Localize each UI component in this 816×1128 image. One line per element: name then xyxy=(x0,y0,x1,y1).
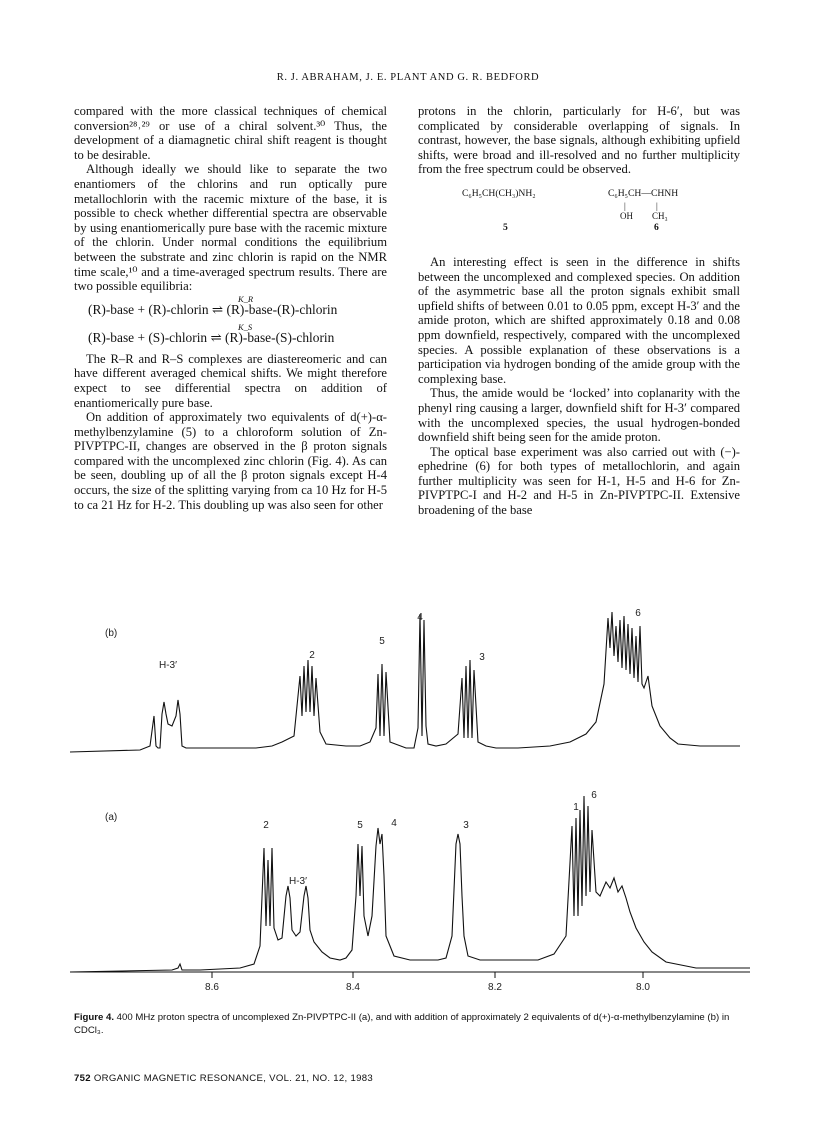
chemical-structures xyxy=(418,185,740,247)
equilibrium-2 xyxy=(88,321,387,346)
nmr-spectra-figure xyxy=(60,596,756,998)
equilibrium-2-text: (R)-base + (S)-chlorin ⇌ (R)-base-(S)-chlorin xyxy=(88,329,335,345)
peak-label-a-4: 4 xyxy=(391,818,397,829)
structure-6-label: 6 xyxy=(654,221,659,233)
page-number: 752 xyxy=(74,1073,91,1084)
right-paragraph-2: An interesting effect is seen in the difference in shifts between the uncomplexed and complexed species. On addition of the asymmetric base all the proton signals exhibit small upfield shifts of between 0.01 to 0.05 ppm, except H-3′ and the amide proton, which are shifted approximately 0.18 and 0.08 ppm downfield, respectively, compared with the uncomplexed species. A possible explanation of these observations is a participation via hydrogen bonding of the amide group with the complexing base. xyxy=(418,254,740,386)
running-header: R. J. ABRAHAM, J. E. PLANT AND G. R. BEDFORD xyxy=(276,72,540,83)
structure-6-formula: C₆H₅CH—CHNH xyxy=(608,187,679,199)
left-paragraph-2: Although ideally we should like to separate the two enantiomers of the chlorins and run optically pure metallochlorin with the racemic mixture of the base, it is possible to check whether differential spectra are observable by using enantiomerically pure base with the racemic mixture of the chlorin. Under normal conditions the equilibrium between the substrate and zinc chlorin is rapid on the NMR time scale,¹⁰ and a time-averaged spectrum results. There are two possible equilibria: xyxy=(74,162,387,294)
axis-tick-label-3: 8.2 xyxy=(488,982,502,993)
structure-6-bond-2: | xyxy=(656,200,658,211)
equilibrium-1-constant: K_R xyxy=(238,293,254,304)
structure-5-label: 5 xyxy=(503,221,508,233)
peak-label-a-6: 6 xyxy=(591,790,597,801)
right-column xyxy=(418,104,740,518)
left-paragraph-4: On addition of approximately two equivalents of d(+)-α-methylbenzylamine (5) to a chloroform solution of Zn-PIVPTPC-II, changes are observed in the β proton signals compared with the uncomplexed zinc chlorin (Fig. 4). As can be seen, doubling up of all the β proton signals except H-4 occurs, the size of the splitting varying from ca 10 Hz for H-5 to ca 21 Hz for H-2. This doubling up was also seen for other xyxy=(74,410,387,512)
peak-label-a-2: 2 xyxy=(263,820,269,831)
peak-label-a-1: 1 xyxy=(573,802,579,813)
peak-label-b-h3: H-3′ xyxy=(159,660,177,671)
peak-label-a-h3: H-3′ xyxy=(289,876,307,887)
peak-label-a-5: 5 xyxy=(357,820,363,831)
spectrum-trace-a xyxy=(70,796,750,972)
structure-6-bond-1: | xyxy=(624,200,626,211)
right-paragraph-4: The optical base experiment was also carried out with (−)-ephedrine (6) for both types of metallochlorin, and again further multiplicity was seen for H-1, H-5 and H-6 for Zn-PIVPTPC-I and H-2 and H-5 in Zn-PIVPTPC-II. Extensive broadening of the base xyxy=(418,444,740,518)
panel-b-label: (b) xyxy=(105,628,118,639)
right-paragraph-1: protons in the chlorin, particularly for H-6′, but was complicated by considerable overlapping of signals. In contrast, however, the base signals, although exhibiting upfield shifts, were broad and ill-resolved and no further multiplicity from the free spectrum could be observed. xyxy=(418,104,740,177)
peak-label-b-3: 3 xyxy=(479,652,485,663)
page-footer xyxy=(74,1073,373,1084)
axis-tick-label-1: 8.6 xyxy=(205,982,219,993)
caption-label: Figure 4. xyxy=(74,1012,114,1023)
axis-tick-label-2: 8.4 xyxy=(346,982,360,993)
figure-caption xyxy=(74,1011,744,1037)
peak-label-a-3: 3 xyxy=(463,820,469,831)
left-column xyxy=(74,104,387,512)
equilibrium-2-constant: K_S xyxy=(238,321,253,332)
structure-5-formula: C₆H₅CH(CH₃)NH₂ xyxy=(462,187,536,199)
structure-6-hydroxyl: OH xyxy=(620,210,633,221)
caption-text: 400 MHz proton spectra of uncomplexed Zn-PIVPTPC-II (a), and with addition of approximately 2 equivalents of d(+)-α-methylbenzylamine (b) in CDCl₃. xyxy=(74,1012,730,1036)
left-paragraph-3: The R–R and R–S complexes are diastereomeric and can have different averaged chemical shifts. We might therefore expect to see differential spectra on addition of enantiomerically pure base. xyxy=(74,351,387,410)
axis-tick-label-4: 8.0 xyxy=(636,982,650,993)
peak-label-b-4: 4 xyxy=(417,612,423,623)
equilibrium-1 xyxy=(88,293,387,318)
left-paragraph-1: compared with the more classical techniques of chemical conversion²⁸˒²⁹ or use of a chiral solvent.³⁰ Thus, the development of a diamagnetic chiral shift reagent is thought to be desirable. xyxy=(74,104,387,162)
peak-label-b-2: 2 xyxy=(309,650,315,661)
peak-label-b-6: 6 xyxy=(635,608,641,619)
panel-a-label: (a) xyxy=(105,812,118,823)
structure-6-methyl: CH₃ xyxy=(652,210,668,221)
right-paragraph-3: Thus, the amide would be ‘locked’ into coplanarity with the phenyl ring causing a larger, downfield shift for H-3′ compared with the uncomplexed species, the usual hydrogen-bonded downfield shift being seen for the amide proton. xyxy=(418,386,740,445)
peak-label-b-5: 5 xyxy=(379,636,385,647)
equilibria xyxy=(88,293,387,346)
spectrum-trace-b xyxy=(70,612,740,752)
journal-citation: ORGANIC MAGNETIC RESONANCE, VOL. 21, NO. 12, 1983 xyxy=(93,1073,374,1084)
equilibrium-1-text: (R)-base + (R)-chlorin ⇌ (R)-base-(R)-chlorin xyxy=(88,301,338,317)
